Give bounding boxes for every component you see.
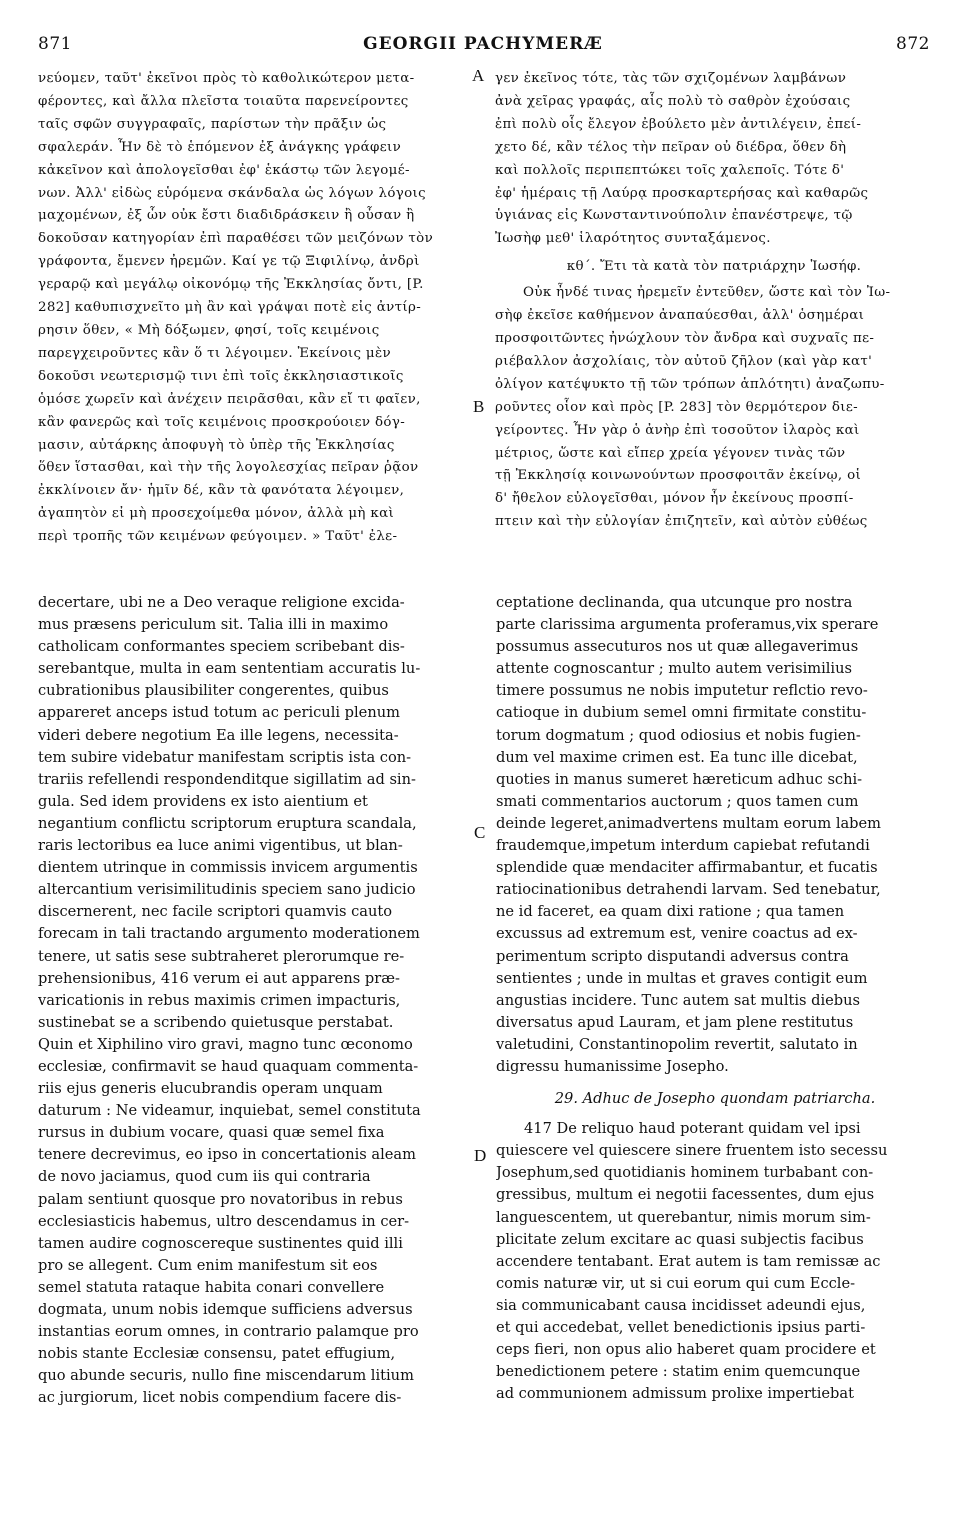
text-line: ταῖς σφῶν συγγραφαῖς, παρίστων τὴν πρᾶξιν ὡς <box>38 116 387 132</box>
text-line: καὶ πολλοῖς περιπεπτώκει τοῖς χαλεποῖς. Τότε δ' <box>495 162 845 178</box>
text-line: benedictionem petere : statim enim quemcunque <box>496 1363 861 1381</box>
text-line: trariis refellendi respondenditque sigillatim ad sin- <box>38 770 416 788</box>
text-line: angustias incidere. Tunc autem sat multis diebus <box>496 991 861 1009</box>
text-line: ceptatione declinanda, qua utcunque pro nostra <box>496 594 853 611</box>
text-line: splendide quæ mendaciter affirmabantur, et fucatis <box>496 859 878 877</box>
text-line: videri debere negotium Ea ille legens, necessita- <box>38 726 399 744</box>
text-line: nobis stante Ecclesiæ consensu, patet effugium, <box>38 1345 396 1363</box>
text-line: τῇ Ἐκκλησίᾳ κοινωνούντων προσφοιτᾶν ἐκείνῳ, οἱ <box>495 468 862 484</box>
text-line: gula. Sed idem providens ex isto aientium et <box>38 792 368 810</box>
text-line: tenere, ut satis sese subtraheret plerorumque re- <box>38 947 405 965</box>
text-line: sustinebat se a scribendo quietusque perstabat. <box>38 1013 394 1031</box>
text-line: σὴφ ἐκεῖσε καθήμενον ἀναπαύεσθαι, ἀλλ' ὁσημέραι <box>495 308 865 324</box>
text-line: palam sentiunt quosque pro novatoribus in rebus <box>38 1190 403 1208</box>
text-line: parte clarissima argumenta proferamus,vix sperare <box>496 616 879 634</box>
text-line: sentientes ; unde in multas et graves contigit eum <box>496 969 868 987</box>
text-line: γεν ἐκεῖνος τότε, τὰς τῶν σχιζομένων λαμβάνων <box>495 71 847 86</box>
latin-left-column <box>38 592 468 1409</box>
text-line: tenere decrevimus, eo ipso in concertationis aleam <box>38 1146 416 1164</box>
text-line: appareret anceps istud totum ac periculi plenum <box>38 704 400 722</box>
margin-marker-b: B <box>473 397 485 416</box>
text-line: varicationis in rebus maximis crimen impacturis, <box>38 991 401 1009</box>
text-line: ad communionem admissum prolixe impertiebat <box>496 1385 854 1403</box>
text-line: riis ejus generis elucubrandis operam unquam <box>38 1080 383 1098</box>
text-line: προσφοιτῶντες ἠνώχλουν τὸν ἄνδρα καὶ συχναῖς πε- <box>495 330 875 346</box>
text-line: γεραρῷ καὶ μεγάλῳ οἰκονόμῳ τῆς Ἐκκλησίας ὄντι, [P. <box>38 277 424 293</box>
text-line: ἐφ' ἡμέραις τῇ Λαύρᾳ προσκαρτερήσας καὶ καθαρῶς <box>495 185 869 201</box>
text-line: negantium conflictu scriptorum eruptura scandala, <box>38 814 417 832</box>
running-header <box>0 34 966 60</box>
latin-section-heading: 29. Adhuc de Josepho quondam patriarcha. <box>554 1090 876 1108</box>
text-line: plicitate zelum excitare ac quasi subjectis facibus <box>496 1230 864 1248</box>
text-line: sia communicabant causa incidisset adeundi ejus, <box>496 1296 866 1314</box>
greek-right-text-1 <box>495 68 933 251</box>
text-line: pro se allegent. Cum enim manifestum sit eos <box>38 1256 378 1274</box>
text-line: catholicam conformantes speciem scribebant dis- <box>38 638 405 656</box>
text-line: diversatus apud Lauram, et jam plene restitutus <box>496 1013 854 1031</box>
text-line: ρησιν ὅθεν, « Μὴ δόξωμεν, φησί, τοῖς κειμένοις <box>38 322 380 338</box>
text-line: fraudemque,impetum interdum capiebat refutandi <box>496 837 870 855</box>
text-line: perimentum scripto disputandi adversus contra <box>496 947 849 965</box>
text-line: rursus in dubium vocare, quasi quæ semel fixa <box>38 1124 385 1142</box>
text-line: χετο δέ, κἂν τέλος τὴν πεῖραν οὐ διέδρα, ὅθεν δὴ <box>495 139 847 155</box>
text-line: κἂν φανερῶς καὶ τοῖς κειμένοις προσκρούοιεν δόγ- <box>38 414 406 430</box>
text-line: de novo jaciamus, quod cum iis qui contraria <box>38 1168 371 1186</box>
text-line: δοκοῦσαν κατηγορίαν ἐπὶ παραθέσει τῶν μειζόνων τὸν <box>38 231 434 247</box>
greek-right-column <box>495 68 933 534</box>
text-line: cubrationibus plausibiliter congerentes, quibus <box>38 682 389 700</box>
text-line: κἀκεῖνον καὶ ἀπολογεῖσθαι ἐφ' ἑκάστῳ τῶν λεγομέ- <box>38 162 410 178</box>
text-line: Quin et Xiphilino viro gravi, magno tunc œconomo <box>38 1035 413 1053</box>
text-line: ροῦντες οἷον καὶ πρὸς [P. 283] τὸν θερμότερον διε- <box>495 399 859 415</box>
text-line: ac jurgiorum, licet nobis compendium facere dis- <box>38 1389 402 1407</box>
text-line: νεύομεν, ταῦτ' ἐκεῖνοι πρὸς τὸ καθολικώτερον μετα- <box>38 71 415 86</box>
margin-marker-d: D <box>474 1146 487 1165</box>
text-line: παρεγχειροῦντες κἂν ὅ τι λέγοιμεν. Ἐκείνοις μὲν <box>38 345 392 361</box>
text-line: serebantque, multa in eam sententiam accuratis lu- <box>38 660 421 678</box>
text-line: quiescere vel quiescere sinere fruentem isto secessu <box>496 1142 888 1160</box>
right-page-number: 872 <box>896 34 930 54</box>
text-line: et qui accedebat, vellet benedictionis ipsius parti- <box>496 1319 866 1336</box>
text-line: altercantium verisimilitudinis speciem sano judicio <box>38 881 416 899</box>
latin-right-text-1 <box>496 592 934 1078</box>
text-line: catioque in dubium semel omni firmitate constitu- <box>496 704 867 722</box>
text-line: ἐπὶ πολὺ οἷς ἔλεγον ἐβούλετο μὲν ἀντιλέγειν, ἐπεί- <box>495 116 862 132</box>
text-line: σφαλεράν. Ἦν δὲ τὸ ἑπόμενον ἐξ ἀνάγκης γράφειν <box>38 139 402 155</box>
text-line: dum vel maxime crimen est. Ea tunc ille dicebat, <box>496 748 858 766</box>
text-line: 282] καθυπισχνεῖτο μὴ ἂν καὶ γράψαι ποτὲ εἰς ἀντίρ- <box>38 300 422 316</box>
text-line: torum dogmatum ; quod odiosius et nobis fugien- <box>496 726 861 744</box>
text-line: gressibus, multum ei negotii facessentes, dum ejus <box>496 1186 875 1204</box>
text-line: ne id faceret, ea quam dixi ratione ; qua tamen <box>496 903 845 921</box>
text-line: ὅθεν ἵστασθαι, καὶ τὴν τῆς λογολεσχίας πεῖραν ῥᾷον <box>38 460 419 476</box>
text-line: ecclesiasticis habemus, ultro descendamus in cer- <box>38 1212 410 1230</box>
text-line: semel statuta rataque habita conari convellere <box>38 1278 385 1296</box>
margin-marker-c: C <box>474 823 486 842</box>
text-line: πτειν καὶ τὴν εὐλογίαν ἐπιζητεῖν, καὶ αὐτὸν εὐθέως <box>495 514 868 530</box>
text-line: quoties in manus sumeret hæreticum adhuc schi- <box>496 770 863 788</box>
greek-left-column <box>38 68 468 549</box>
text-line: decertare, ubi ne a Deo veraque religione excida- <box>38 594 405 611</box>
text-line: μέτριος, ὥστε καὶ εἴπερ χρεία γέγονεν τινὰς τῶν <box>495 445 846 461</box>
text-line: mus præsens periculum sit. Talia illi in maximo <box>38 616 389 634</box>
text-line: ceps fieri, non opus alio haberet quam procidere et <box>496 1341 876 1359</box>
text-line: ἐκκλίνοιεν ἄν· ἡμῖν δέ, κἂν τὰ φανότατα λέγοιμεν, <box>38 483 405 499</box>
text-line: excussus ad extremum est, venire coactus ad ex- <box>496 925 858 943</box>
text-line: Ἰωσὴφ μεθ' ἱλαρότητος συνταξάμενος. <box>495 231 771 247</box>
text-line: comis naturæ vir, ut si cui eorum qui cum Eccle- <box>496 1274 856 1292</box>
text-line: accendere tentabant. Erat autem is tam remissæ ac <box>496 1252 881 1270</box>
latin-right-text-2 <box>496 1118 934 1405</box>
text-line: ecclesiæ, confirmavit se haud quaquam commenta- <box>38 1057 419 1075</box>
text-line: ὑγιάνας εἰς Κωνσταντινούπολιν ἐπανέστρεψε, τῷ <box>495 208 853 224</box>
latin-right-column <box>496 592 934 1405</box>
text-line: daturum : Ne videamur, inquiebat, semel constituta <box>38 1102 421 1120</box>
text-line: Οὐκ ἦνδέ τινας ἠρεμεῖν ἐντεῦθεν, ὥστε καὶ τὸν Ἰω- <box>523 285 891 301</box>
text-line: νων. Ἀλλ' εἰδὼς εὑρόμενα σκάνδαλα ὡς λόγων λόγοις <box>38 185 426 201</box>
text-line: μασιν, αὐτάρκης ἀποφυγὴ τὸ ὑπὲρ τῆς Ἐκκλησίας <box>38 437 395 453</box>
text-line: dientem utrinque in commissis invicem argumentis <box>38 859 418 877</box>
text-line: γείροντες. Ἦν γὰρ ὁ ἀνὴρ ἐπὶ τοσοῦτον ἱλαρὸς καὶ <box>495 422 860 438</box>
text-line: tem subire videbatur manifestam scriptis ista con- <box>38 748 412 766</box>
text-line: ὁμόσε χωρεῖν καὶ ἀνέχειν πειρᾶσθαι, κἂν εἴ τι φαῖεν, <box>38 391 421 407</box>
text-line: περὶ τροπῆς τῶν κειμένων φεύγοιμεν. » Ταῦτ' ἐλε- <box>38 529 398 545</box>
text-line: quo abunde securis, nullo fine miscendarum litium <box>38 1367 414 1385</box>
text-line: forecam in tali tractando argumento moderationem <box>38 925 420 943</box>
greek-right-text-2 <box>495 282 933 534</box>
text-line: δ' ἤθελον εὐλογεῖσθαι, μόνον ἦν ἐκείνους προσπί- <box>495 491 854 507</box>
text-line: ἀνὰ χεῖρας γραφάς, αἷς πολὺ τὸ σαθρὸν ἐχούσαις <box>495 93 851 109</box>
text-line: discernerent, nec facile scriptori quamvis cauto <box>38 903 393 921</box>
running-title: GEORGII PACHYMERÆ <box>363 34 603 54</box>
text-line: timere possumus ne nobis imputetur reflctio revo- <box>496 682 868 700</box>
text-line: dogmata, unum nobis idemque sufficiens adversus <box>38 1301 413 1318</box>
text-line: ἀγαπητὸν εἰ μὴ προσεχοίμεθα μόνον, ἀλλὰ μὴ καὶ <box>38 506 395 522</box>
text-line: deinde legeret,animadvertens multam eorum labem <box>496 814 882 832</box>
text-line: φέροντες, καὶ ἄλλα πλεῖστα τοιαῦτα παρενείροντες <box>38 93 409 109</box>
text-line: 417 De reliquo haud poterant quidam vel ipsi <box>524 1120 861 1138</box>
text-line: raris lectoribus ea luce animi vigentibus, ut blan- <box>38 837 403 855</box>
text-line: prehensionibus, 416 verum ei aut apparens præ- <box>38 969 400 987</box>
text-line: Josephum,sed quotidianis hominem turbabant con- <box>496 1164 874 1182</box>
text-line: δοκοῦσι νεωτερισμῷ τινι ἐπὶ τοῖς ἐκκλησιαστικοῖς <box>38 368 404 384</box>
text-line: smati commentarios auctorum ; quos tamen cum <box>496 792 859 810</box>
left-page-number: 871 <box>38 34 72 54</box>
text-line: valetudini, Constantinopolim revertit, salutato in <box>496 1035 858 1053</box>
text-line: tamen audire cognoscereque sustinentes quid illi <box>38 1234 403 1252</box>
text-line: ὀλίγον κατέψυκτο τῇ τῶν τρόπων ἁπλότητι) ἀναζωπυ- <box>495 376 885 392</box>
greek-section-heading: κθ΄. Ἔτι τὰ κατὰ τὸν πατριάρχην Ἰωσήφ. <box>566 259 862 275</box>
text-line: ratiocinationibus detrahendi larvam. Sed tenebatur, <box>496 881 881 899</box>
margin-marker-a: A <box>472 66 485 85</box>
text-line: digressu humanissime Josepho. <box>496 1057 729 1075</box>
text-line: μαχομένων, ἐξ ὧν οὐκ ἔστι διαδιδράσκειν ἢ οὖσαν ἢ <box>38 208 415 224</box>
text-line: γράφοντα, ἔμενεν ἠρεμῶν. Καί γε τῷ Ξιφιλίνῳ, ἀνδρὶ <box>38 254 420 270</box>
text-line: attente cognoscantur ; multo autem verisimilius <box>496 660 852 678</box>
text-line: ριέβαλλον ἀσχολίαις, τὸν αὐτοῦ ζῆλον (καὶ γὰρ κατ' <box>495 353 873 369</box>
text-line: instantias eorum omnes, in contrario palamque pro <box>38 1323 419 1341</box>
text-line: languescentem, ut querebantur, nimis morum sim- <box>496 1208 871 1226</box>
text-line: possumus assecuturos nos ut quæ allegaverimus <box>496 638 859 656</box>
